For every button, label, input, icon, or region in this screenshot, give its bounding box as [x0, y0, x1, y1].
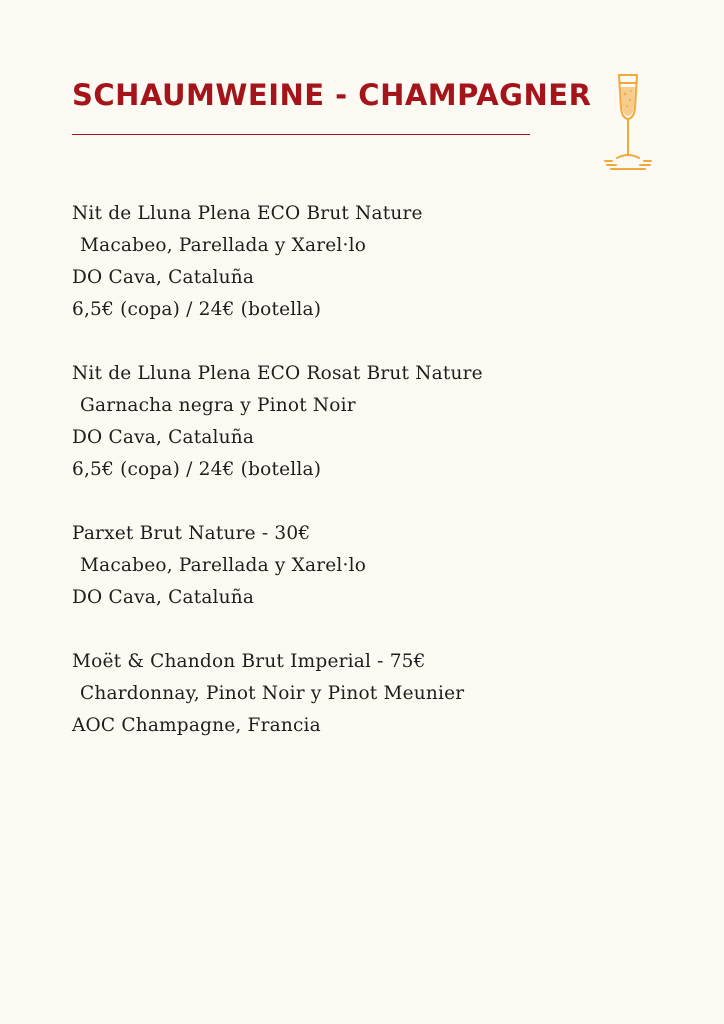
wine-name: Nit de Lluna Plena ECO Rosat Brut Nature: [72, 363, 483, 384]
wine-grapes: Macabeo, Parellada y Xarel·lo: [80, 555, 367, 576]
title-divider: [72, 134, 530, 135]
wine-origin: DO Cava, Cataluña: [72, 267, 255, 288]
wine-item: [72, 646, 672, 742]
champagne-glass-icon: [600, 70, 656, 178]
wine-price: 6,5€ (copa) / 24€ (botella): [72, 299, 322, 320]
wine-item: [72, 358, 672, 486]
wine-origin: DO Cava, Cataluña: [72, 587, 255, 608]
wine-item: [72, 518, 672, 614]
wine-name: Moët & Chandon Brut Imperial - 75€: [72, 651, 426, 672]
wine-grapes: Macabeo, Parellada y Xarel·lo: [80, 235, 367, 256]
wine-name: Nit de Lluna Plena ECO Brut Nature: [72, 203, 423, 224]
wine-name: Parxet Brut Nature - 30€: [72, 523, 311, 544]
wine-list: [72, 198, 672, 774]
wine-grapes: Garnacha negra y Pinot Noir: [80, 395, 356, 416]
wine-origin: DO Cava, Cataluña: [72, 427, 255, 448]
wine-grapes: Chardonnay, Pinot Noir y Pinot Meunier: [80, 683, 465, 704]
wine-origin: AOC Champagne, Francia: [72, 715, 321, 736]
page-title: SCHAUMWEINE - CHAMPAGNER: [72, 78, 592, 112]
wine-item: [72, 198, 672, 326]
wine-price: 6,5€ (copa) / 24€ (botella): [72, 459, 322, 480]
